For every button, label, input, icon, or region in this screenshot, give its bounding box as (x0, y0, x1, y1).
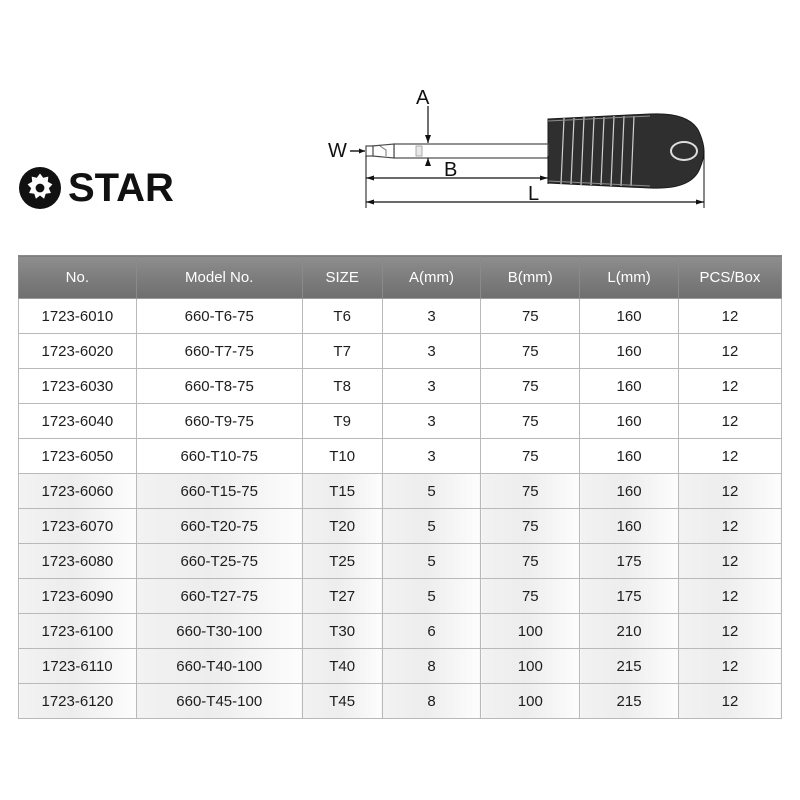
cell-a: 8 (382, 649, 481, 684)
svg-text:W: W (328, 140, 347, 162)
cell-a: 5 (382, 579, 481, 614)
cell-size: T8 (302, 369, 382, 404)
column-header-b-mm: B(mm) (481, 256, 580, 299)
cell-model-no: 660-T30-100 (136, 614, 302, 649)
cell-b: 100 (481, 649, 580, 684)
cell-model-no: 660-T6-75 (136, 299, 302, 334)
cell-size: T20 (302, 509, 382, 544)
cell-size: T6 (302, 299, 382, 334)
dimension-b (366, 156, 548, 184)
cell-size: T10 (302, 439, 382, 474)
cell-pcs: 12 (678, 579, 781, 614)
cell-l: 160 (580, 334, 679, 369)
cell-no: 1723-6120 (19, 684, 137, 719)
cell-a: 5 (382, 509, 481, 544)
table-row (19, 439, 782, 474)
cell-model-no: 660-T9-75 (136, 404, 302, 439)
cell-l: 160 (580, 439, 679, 474)
table-row (19, 684, 782, 719)
cell-b: 75 (481, 509, 580, 544)
cell-pcs: 12 (678, 404, 781, 439)
cell-l: 210 (580, 614, 679, 649)
cell-pcs: 12 (678, 369, 781, 404)
cell-a: 8 (382, 684, 481, 719)
cell-no: 1723-6080 (19, 544, 137, 579)
column-header-l-mm: L(mm) (580, 256, 679, 299)
cell-a: 5 (382, 474, 481, 509)
screwdriver-diagram-svg (320, 88, 780, 218)
cell-pcs: 12 (678, 614, 781, 649)
cell-model-no: 660-T10-75 (136, 439, 302, 474)
cell-no: 1723-6090 (19, 579, 137, 614)
cell-pcs: 12 (678, 299, 781, 334)
column-header-a-mm: A(mm) (382, 256, 481, 299)
cell-a: 3 (382, 334, 481, 369)
cell-model-no: 660-T20-75 (136, 509, 302, 544)
cell-a: 3 (382, 439, 481, 474)
cell-model-no: 660-T8-75 (136, 369, 302, 404)
cell-size: T7 (302, 334, 382, 369)
cell-no: 1723-6110 (19, 649, 137, 684)
cell-pcs: 12 (678, 544, 781, 579)
cell-b: 100 (481, 614, 580, 649)
table-row (19, 299, 782, 334)
cell-b: 75 (481, 439, 580, 474)
cell-pcs: 12 (678, 649, 781, 684)
cell-no: 1723-6100 (19, 614, 137, 649)
cell-l: 175 (580, 579, 679, 614)
table-row (19, 369, 782, 404)
spec-table (18, 255, 782, 719)
cell-no: 1723-6010 (19, 299, 137, 334)
cell-size: T25 (302, 544, 382, 579)
table-row (19, 649, 782, 684)
table-row (19, 579, 782, 614)
torx-star-icon (18, 166, 62, 210)
cell-model-no: 660-T45-100 (136, 684, 302, 719)
cell-size: T45 (302, 684, 382, 719)
table-row (19, 509, 782, 544)
cell-size: T30 (302, 614, 382, 649)
product-diagram (320, 88, 780, 218)
spec-table-head (19, 256, 782, 299)
svg-text:B: B (444, 159, 458, 181)
cell-model-no: 660-T27-75 (136, 579, 302, 614)
cell-b: 75 (481, 579, 580, 614)
cell-model-no: 660-T40-100 (136, 649, 302, 684)
cell-pcs: 12 (678, 334, 781, 369)
cell-l: 160 (580, 404, 679, 439)
table-row (19, 404, 782, 439)
cell-no: 1723-6060 (19, 474, 137, 509)
table-header-row (19, 256, 782, 299)
cell-l: 175 (580, 544, 679, 579)
cell-size: T27 (302, 579, 382, 614)
cell-size: T40 (302, 649, 382, 684)
table-row (19, 614, 782, 649)
cell-b: 75 (481, 544, 580, 579)
cell-a: 6 (382, 614, 481, 649)
cell-pcs: 12 (678, 439, 781, 474)
cell-l: 215 (580, 684, 679, 719)
cell-l: 160 (580, 474, 679, 509)
cell-size: T9 (302, 404, 382, 439)
cell-a: 5 (382, 544, 481, 579)
cell-b: 75 (481, 369, 580, 404)
column-header-model-no: Model No. (136, 256, 302, 299)
cell-no: 1723-6030 (19, 369, 137, 404)
table-row (19, 474, 782, 509)
cell-model-no: 660-T7-75 (136, 334, 302, 369)
cell-a: 3 (382, 299, 481, 334)
shaft-shape (366, 144, 548, 158)
cell-b: 75 (481, 299, 580, 334)
svg-text:L: L (528, 183, 540, 205)
column-header-pcs-box: PCS/Box (678, 256, 781, 299)
svg-text:A: A (416, 88, 430, 109)
cell-l: 160 (580, 369, 679, 404)
cell-no: 1723-6050 (19, 439, 137, 474)
cell-a: 3 (382, 369, 481, 404)
cell-pcs: 12 (678, 474, 781, 509)
cell-b: 75 (481, 404, 580, 439)
table-row (19, 334, 782, 369)
cell-a: 3 (382, 404, 481, 439)
cell-pcs: 12 (678, 509, 781, 544)
table-row (19, 544, 782, 579)
cell-model-no: 660-T15-75 (136, 474, 302, 509)
column-header-size: SIZE (302, 256, 382, 299)
cell-b: 75 (481, 474, 580, 509)
cell-no: 1723-6040 (19, 404, 137, 439)
dimension-w (328, 140, 365, 162)
cell-l: 215 (580, 649, 679, 684)
cell-model-no: 660-T25-75 (136, 544, 302, 579)
cell-no: 1723-6020 (19, 334, 137, 369)
column-header-no: No. (19, 256, 137, 299)
cell-b: 75 (481, 334, 580, 369)
spec-table-container (18, 255, 782, 719)
cell-pcs: 12 (678, 684, 781, 719)
spec-table-body (19, 299, 782, 719)
cell-size: T15 (302, 474, 382, 509)
cell-l: 160 (580, 299, 679, 334)
brand-name: STAR (68, 166, 174, 210)
cell-no: 1723-6070 (19, 509, 137, 544)
handle-shape (548, 114, 704, 188)
cell-b: 100 (481, 684, 580, 719)
cell-l: 160 (580, 509, 679, 544)
brand-logo (18, 166, 174, 210)
